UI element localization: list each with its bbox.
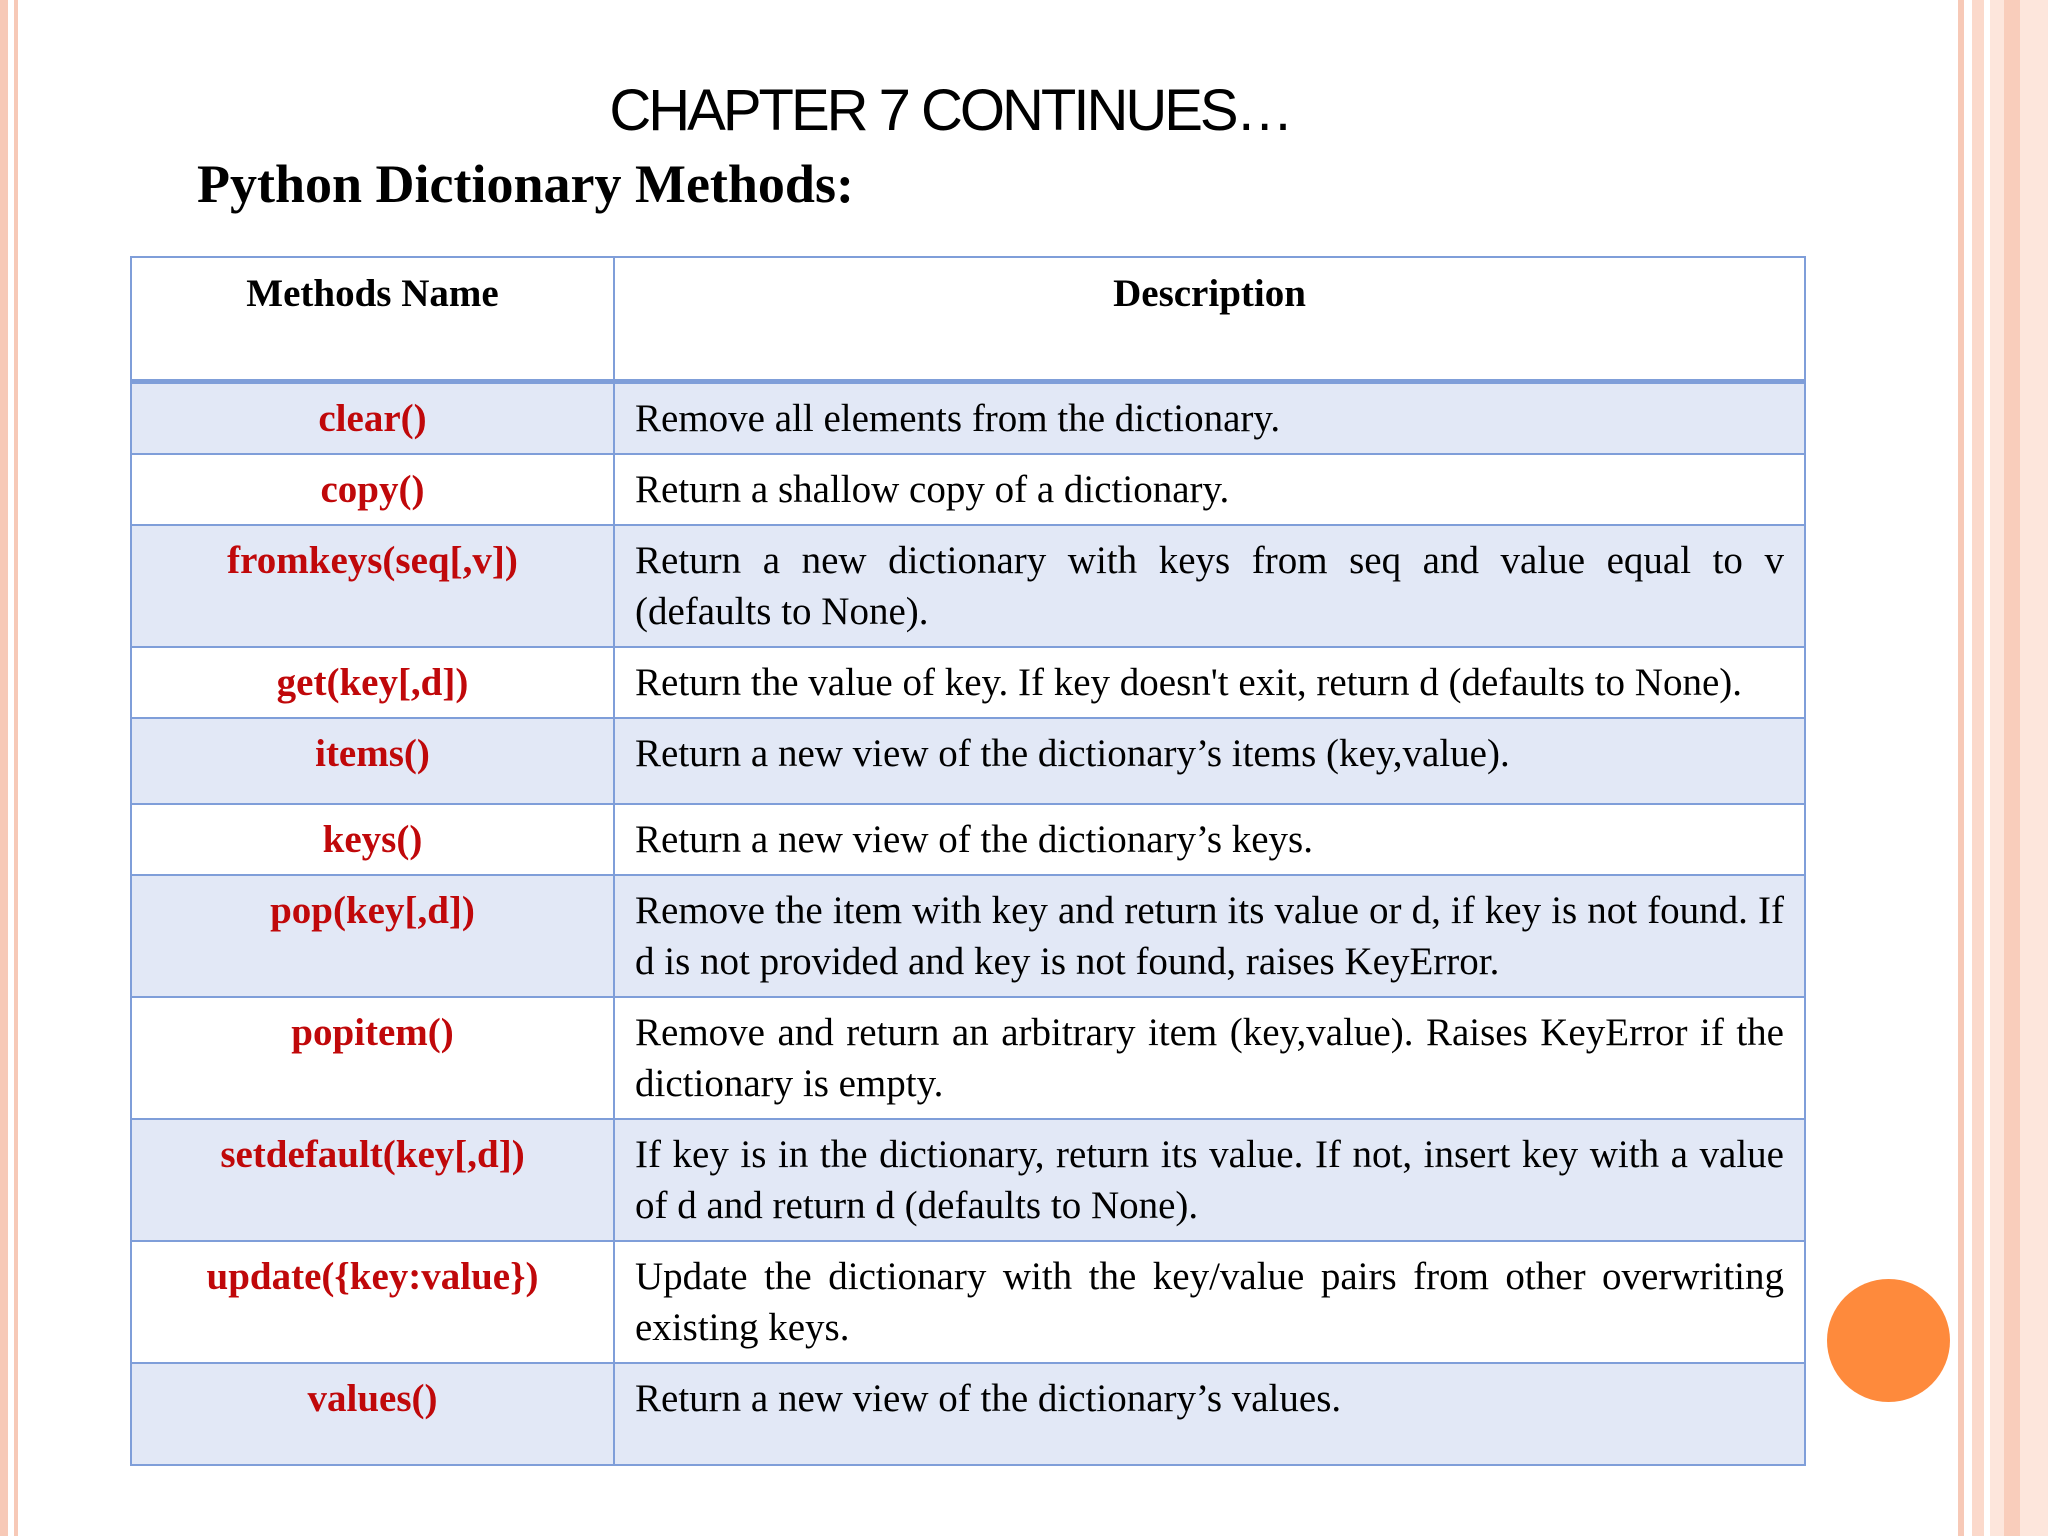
table-row bbox=[131, 997, 1805, 1119]
orange-circle-decoration bbox=[1827, 1279, 1950, 1402]
left-border-stripe-thin bbox=[14, 0, 18, 1536]
slide-heading: Python Dictionary Methods: bbox=[197, 154, 854, 214]
method-name: keys() bbox=[131, 804, 614, 875]
right-border-stripe bbox=[2004, 0, 2020, 1536]
method-name: copy() bbox=[131, 454, 614, 525]
method-description: Return a new view of the dictionary’s values. bbox=[614, 1363, 1805, 1465]
method-description: Return a new dictionary with keys from seq and value equal to v (defaults to None). bbox=[614, 525, 1805, 647]
method-name: values() bbox=[131, 1363, 614, 1465]
table-row bbox=[131, 718, 1805, 804]
method-description: Remove all elements from the dictionary. bbox=[614, 382, 1805, 455]
method-name: fromkeys(seq[,v]) bbox=[131, 525, 614, 647]
method-name: items() bbox=[131, 718, 614, 804]
method-description: Update the dictionary with the key/value pairs from other overwriting existing keys. bbox=[614, 1241, 1805, 1363]
right-border-stripe bbox=[1972, 0, 1984, 1536]
method-name: update({key:value}) bbox=[131, 1241, 614, 1363]
table-row bbox=[131, 1119, 1805, 1241]
method-name: popitem() bbox=[131, 997, 614, 1119]
method-description: If key is in the dictionary, return its value. If not, insert key with a value of d and return d (defaults to None). bbox=[614, 1119, 1805, 1241]
table-row bbox=[131, 1363, 1805, 1465]
method-description: Remove the item with key and return its value or d, if key is not found. If d is not provided and key is not found, raises KeyError. bbox=[614, 875, 1805, 997]
method-description: Return a shallow copy of a dictionary. bbox=[614, 454, 1805, 525]
table-row bbox=[131, 525, 1805, 647]
method-description: Return a new view of the dictionary’s items (key,value). bbox=[614, 718, 1805, 804]
method-name: setdefault(key[,d]) bbox=[131, 1119, 614, 1241]
method-description: Remove and return an arbitrary item (key,value). Raises KeyError if the dictionary is empty. bbox=[614, 997, 1805, 1119]
column-header-description: Description bbox=[614, 257, 1805, 382]
method-name: get(key[,d]) bbox=[131, 647, 614, 718]
method-description: Return the value of key. If key doesn't exit, return d (defaults to None). bbox=[614, 647, 1805, 718]
methods-table bbox=[130, 256, 1806, 1466]
table-row bbox=[131, 875, 1805, 997]
table-row bbox=[131, 454, 1805, 525]
left-border-stripe bbox=[0, 0, 8, 1536]
right-border-stripe bbox=[1958, 0, 1964, 1536]
table-row bbox=[131, 1241, 1805, 1363]
column-header-methods: Methods Name bbox=[131, 257, 614, 382]
table-row bbox=[131, 647, 1805, 718]
chapter-title: CHAPTER 7 CONTINUES… bbox=[609, 78, 1291, 143]
table-row bbox=[131, 382, 1805, 455]
method-name: pop(key[,d]) bbox=[131, 875, 614, 997]
table-row bbox=[131, 804, 1805, 875]
method-name: clear() bbox=[131, 382, 614, 455]
method-description: Return a new view of the dictionary’s keys. bbox=[614, 804, 1805, 875]
table-header-row bbox=[131, 257, 1805, 382]
